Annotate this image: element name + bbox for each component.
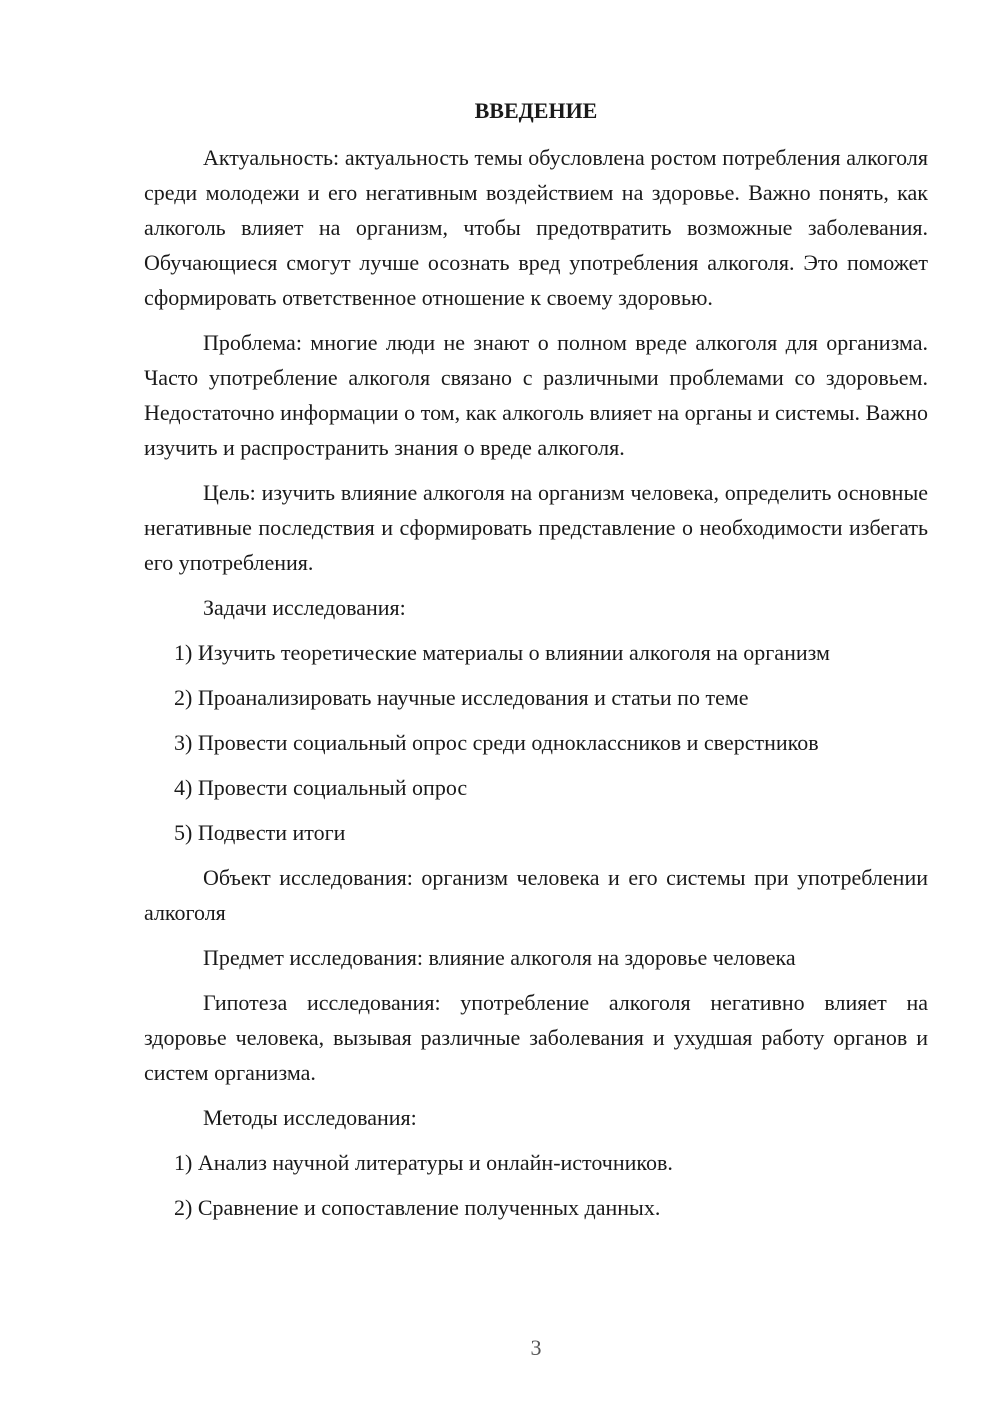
method-item: 1) Анализ научной литературы и онлайн-источников. bbox=[174, 1150, 673, 1175]
task-item: 5) Подвести итоги bbox=[174, 820, 346, 845]
relevance-paragraph: Актуальность: актуальность темы обусловлена ростом потребления алкоголя среди молодежи и его негативным воздействием на здоровье. Важно понять, как алкоголь влияет на организм, чтобы предотвратить возможные заболевания. Обучающиеся смогут лучше осознать вред употребления алкоголя. Это поможет сформировать ответственное отношение к своему здоровью. bbox=[144, 145, 928, 310]
subject-paragraph: Предмет исследования: влияние алкоголя на здоровье человека bbox=[203, 945, 796, 970]
problem-paragraph: Проблема: многие люди не знают о полном вреде алкоголя для организма. Часто употребление алкоголя связано с различными проблемами со здоровьем. Недостаточно информации о том, как алкоголь влияет на органы и системы. Важно изучить и распространить знания о вреде алкоголя. bbox=[144, 330, 928, 460]
object-paragraph: Объект исследования: организм человека и его системы при употреблении алкоголя bbox=[144, 865, 928, 925]
task-item: 2) Проанализировать научные исследования и статьи по теме bbox=[174, 685, 749, 710]
task-item: 3) Провести социальный опрос среди одноклассников и сверстников bbox=[174, 730, 819, 755]
task-item: 1) Изучить теоретические материалы о влиянии алкоголя на организм bbox=[174, 640, 830, 665]
goal-paragraph: Цель: изучить влияние алкоголя на организм человека, определить основные негативные последствия и сформировать представление о необходимости избегать его употребления. bbox=[144, 480, 928, 575]
section-title: ВВЕДЕНИЕ bbox=[474, 98, 598, 123]
method-item: 2) Сравнение и сопоставление полученных данных. bbox=[174, 1195, 661, 1220]
tasks-heading: Задачи исследования: bbox=[203, 595, 406, 620]
methods-heading: Методы исследования: bbox=[203, 1105, 417, 1130]
task-item: 4) Провести социальный опрос bbox=[174, 775, 468, 800]
page-content bbox=[144, 96, 928, 1235]
hypothesis-paragraph: Гипотеза исследования: употребление алкоголя негативно влияет на здоровье человека, вызывая различные заболевания и ухудшая работу органов и систем организма. bbox=[144, 990, 928, 1085]
page-number: 3 bbox=[530, 1335, 542, 1360]
